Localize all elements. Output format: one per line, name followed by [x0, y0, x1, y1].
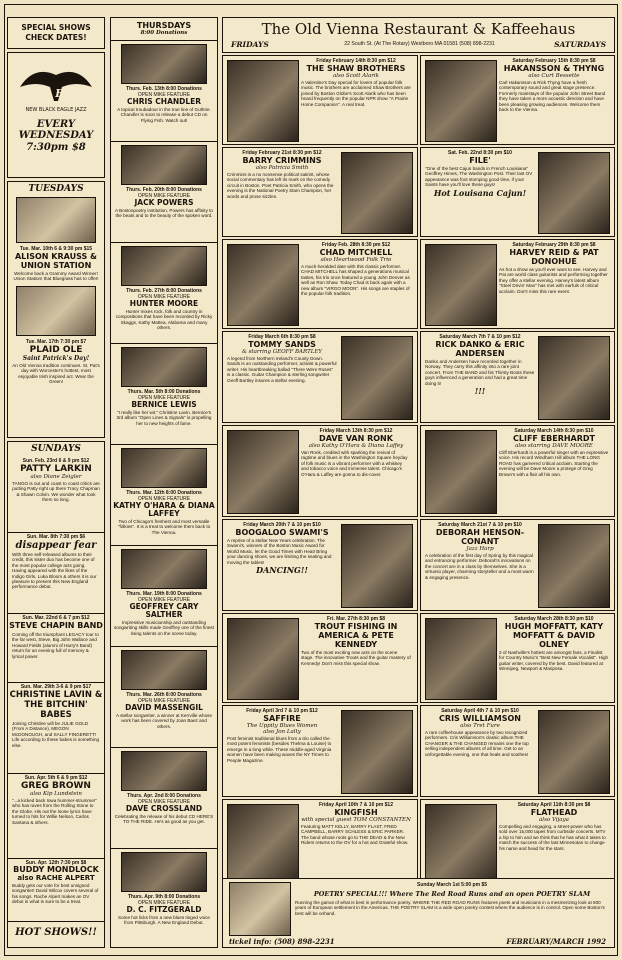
ticket-info: tickel info: (508) 898-2231 [229, 937, 335, 946]
sat-desc: Danko and Andersen have recorded together in Norway. They carry this affinity into a rare joint concert. From THE BAND and his Thirsty Boots these guys influenced a generation and had a great time doing it! [425, 359, 535, 386]
thu-label: OPEN MIKE FEATURE [137, 496, 191, 502]
sun-desc-1: TANGO is out and coast to coast critics are putting Patty right up there Tracy Chapman & Shawn Colvin. We wonder what took them so long. [12, 481, 100, 503]
thu-desc: Some hot licks from a new blues tinged voice from Pittsburgh. A New England Debut. [118, 915, 210, 926]
sun-name-5: GREG BROWN [21, 781, 91, 791]
sat-sub: also Tret Fure [460, 723, 500, 729]
thu-photo [121, 448, 207, 488]
thu-name: DAVID MASSENGIL [125, 703, 203, 712]
sat-text [499, 242, 609, 294]
sat-name: HAKANSSON & THYNG [503, 64, 605, 73]
fri-event [222, 519, 418, 611]
fridays-list [222, 55, 418, 905]
fri-event [222, 55, 418, 145]
fri-photo [341, 524, 413, 608]
wednesday-label: WEDNESDAY [18, 130, 94, 141]
sun-name-4: CHRISTINE LAVIN & THE BITCHIN' BABES [9, 690, 103, 720]
thu-event [111, 646, 217, 746]
thu-event [111, 40, 217, 140]
thu-event [111, 242, 217, 342]
tuesdays-heading: TUESDAYS [28, 184, 84, 194]
sat-sub: also Curt Bessette [528, 73, 580, 79]
thu-date: Thurs. Mar. 19th 8:00 Donations [126, 591, 202, 597]
sat-date: Saturday March 7th 7 & 10 pm $12 [439, 334, 521, 340]
poetry-date: Sunday March 1st 5:00 pm $5 [416, 882, 488, 888]
thu-photo [121, 145, 207, 185]
sat-name: HUGH MOFFATT, KATY MOFFATT & DAVID OLNEY [504, 622, 604, 649]
sun-date-1: Sun. Feb. 23rd 6 & 9 pm $12 [22, 458, 90, 464]
saturdays-label: SATURDAYS [554, 40, 606, 49]
fri-text [227, 150, 337, 199]
sat-photo [425, 618, 497, 700]
thu-name: GEOFFREY CARY SALTHER [129, 602, 199, 619]
sat-sub: also Vijaya [539, 817, 569, 823]
sat-text [499, 802, 609, 851]
thu-date: Thurs. Mar. 12th 8:00 Donations [126, 490, 202, 496]
sat-name: CLIFF EBERHARDT [513, 434, 595, 443]
fri-photo [227, 430, 299, 514]
thu-name: HUNTER MOORE [129, 299, 199, 308]
issue-month: FEBRUARY/MARCH 1992 [506, 937, 606, 946]
sat-name: DEBORAH HENSON-CONANT [435, 528, 525, 546]
sat-desc: Cliff Eberhardt is a powerful singer with an expressive voice. His record Windham Hill album THE LONG ROAD has garnered critical acclaim. Starting the evening will be Dave Moore a protege of Greg Brown's with a flair all his own. [499, 450, 609, 477]
thu-name: JACK POWERS [134, 198, 194, 207]
fri-text [227, 708, 337, 763]
fri-tag: DANCING!! [256, 565, 308, 576]
sun-event-3 [8, 615, 104, 683]
tue-date-1: Tue. Mar. 10th 6 & 9:30 pm $15 [19, 246, 93, 252]
fri-event [222, 239, 418, 329]
thu-name: CHRIS CHANDLER [126, 97, 202, 106]
header [222, 17, 615, 53]
fri-desc: Van Ronk, credited with sparking the revival of ragtime and blues in the Washington Square heyday of folk music is a vibrant performer with a whiskey and tobacco voice and immense talent. Chicago's O'Hara & Laffey are gonna to dis-cover. [301, 450, 408, 477]
sun-sub-5: also Kip Lundstein [30, 791, 82, 797]
thursdays-list [111, 40, 217, 946]
sat-desc: Compelling and engaging, a street-power who has sold over 15,000 tapes from curbside concerts. MTV a hip to him and we think that he has what it takes to match the success of the last Minnesotan to change his name and head for the stars. [499, 824, 606, 851]
tue-desc-2: An Old Vienna tradition continues. St. Pat's day with Worcester's hottest, most enjoyable Irish inspired act. Wear the Green! [12, 362, 100, 385]
plaid-ole-photo [16, 286, 96, 336]
fri-text [301, 616, 411, 666]
sat-desc: A celebration of the first day of Spring by this magical and entrancing performer. Deborah's innovations on the concert are in a class by themselves. She is a virtuoso player, charming storyteller and a most warm & engaging presence. [425, 553, 534, 580]
thu-date: Thurs. Apr. 9th 8:00 Donations [127, 894, 201, 900]
thursdays-sub: 8:00 Donations [140, 30, 188, 36]
fri-text [301, 802, 411, 846]
thu-desc: A stellar songwriter, a winner at Kerrville whose work has been covered by Joan Baez and others. [116, 713, 212, 729]
sat-photo [425, 244, 497, 326]
fri-desc: A Valentine's Day special for lovers of popular folk music. The brothers are acclaimed Shaw Brothers are joined by Boston Globe's Scott Alarik who has been heard frequently on the popular NPR show "A Prairie Home Companion". A real treat. [301, 80, 411, 107]
fri-text [227, 522, 337, 575]
thu-date: Thurs. Mar. 26th 8:00 Donations [126, 692, 202, 698]
fri-sub: also Kathy O'Hara & Diana Laffey [308, 443, 404, 449]
poetry-special-box [222, 878, 615, 948]
sun-desc-2: With three self-released albums to their credit, this sister duo has become one of the most popular college acts going. Having appeared with the likes of the Indigo Girls, Luka Bloom & others it is our pleasure to present this New England performance debut. [12, 552, 97, 590]
fri-event [222, 425, 418, 517]
sat-date: Saturday February 15th 8:30 pm $8 [512, 58, 596, 64]
sat-photo [538, 152, 610, 234]
fri-name: KINGFISH [334, 808, 378, 817]
sat-event [420, 705, 615, 797]
fridays-label: FRIDAYS [231, 40, 269, 49]
sat-text [499, 616, 609, 672]
fri-desc: Crimmins is a no nonsense political satirist, whose social commentary has left its mark on the comedy circuit in Boston. Poet Patricia Smith, who opens the evening is the National Poetry Slam Champion, her words and prose sizzles. [227, 172, 334, 199]
fri-sub2: also Jon Lalty [263, 729, 301, 735]
fri-photo [341, 336, 413, 420]
fri-date: Friday April 3rd 7 & 10 pm $12 [246, 708, 318, 714]
thu-event [111, 747, 217, 847]
sun-sub-6: also RACHE ALPERT [17, 874, 95, 882]
thu-label: OPEN MIKE FEATURE [137, 900, 191, 906]
fri-desc: A reprise of a stellar New Years celebration. The Swami's, winners of the Boston Music Award for World Music, let the Good Times with Heat! Bring your dancing shoes, we are limiting the seating and moving the tables! [227, 538, 332, 565]
thu-desc: "I really like her wit." Christine Lavin. Bernice's 3rd album "Open Lines & Signals" is propelling her to new heights of fame. [116, 410, 212, 426]
fri-desc: Two of the most exciting new acts on the scene stage. The innovative Trouts and the guitar mastery of Kennedy! Don't miss this special show. [301, 650, 411, 666]
sundays-heading: SUNDAYS [31, 444, 81, 454]
fri-event [222, 147, 418, 237]
sat-desc: "One of the best Cajun bands in French Louisiana" Geoffrey Himes, The Washington Post. Their last OV appearance was foot stomping good time, if your Saints have you'll love these guys! [425, 166, 533, 188]
thu-photo [121, 549, 207, 589]
thu-name: DAVE CROSSLAND [125, 804, 203, 813]
thu-event [111, 848, 217, 948]
sun-desc-5: "...a kicked back Iowa hummer-strummer" who has raves from the Rolling Stone to the Globe. His out the loose lyrics have turned to hits for Willie Nelson, Carlos Santana & others. [12, 798, 97, 825]
thu-label: OPEN MIKE FEATURE [137, 193, 191, 199]
fri-photo [341, 710, 413, 794]
sat-tag: Hot Louisana Cajun! [433, 187, 527, 198]
thu-desc: A topical troubadour in the true line of Guthrie. Chandler is soon to release a debut CD on Flying Fish. Watch out! [117, 107, 211, 123]
sat-text [499, 58, 609, 112]
sun-sub-1: also Diane Zeigler [30, 474, 82, 480]
sat-name: FLATHEAD [530, 808, 578, 817]
sat-desc: As hot a show as you'll ever want to see. Harvey and Pat are world class guitarists and performing together they offer a stellar evening. Harvey's latest album "Steel Drivin' Man" has met with earfuls of critical acclaim. Don't miss this rare event. [499, 267, 608, 294]
sat-photo [425, 60, 497, 142]
sat-date: Saturday March 14th 8:30 pm $10 [514, 428, 594, 434]
sat-date: Saturday April 4th 7 & 10 pm $10 [441, 708, 519, 714]
thu-desc: Impressive musicianship and outstanding songwriting skills made Geoffrey one of the finest rising talents on the scene today. [114, 620, 215, 636]
sun-event-4 [8, 684, 104, 774]
sat-photo [538, 336, 610, 420]
thu-name: BERNICE LEWIS [131, 400, 197, 409]
sat-event [420, 239, 615, 329]
svg-text:NEW BLACK EAGLE JAZZ: NEW BLACK EAGLE JAZZ [25, 107, 87, 113]
fri-photo [227, 244, 299, 326]
fri-sub: also Patricia Smith [255, 165, 309, 171]
sat-photo [538, 524, 610, 608]
sat-event [420, 331, 615, 423]
thu-label: OPEN MIKE FEATURE [137, 92, 191, 98]
thursdays-heading: THURSDAYS [136, 21, 192, 30]
thu-event [111, 343, 217, 443]
sat-desc: A rare coffeehouse appearance by two recognized performers. Cris Williamson's classic album THE CHANGER & THE CHANGED remains one the top selling independent albums of all time. Get to an unforgettable evening, one that heals and soothes! [425, 730, 529, 757]
fri-photo [227, 60, 299, 142]
fri-text [301, 58, 411, 107]
poetry-desc: Running the gamut of what is best in performance poetry. WHERE THE RED ROAD RUNS features poets and musicians in a mesmerizing look at 500 years of European settlement in the Americas. THE POETRY SLAM is a wide open poetry contest where the audience is in control. Open some Boston's best will be onhand. [295, 900, 605, 916]
fri-name: BOOGALOO SWAMI'S [235, 528, 329, 537]
poetry-photo [229, 882, 291, 936]
fri-name: BARRY CRIMMINS [242, 156, 322, 165]
sat-event [420, 55, 615, 145]
sat-event [420, 799, 615, 889]
thu-date: Thurs. Feb. 13th 8:00 Donations [126, 86, 202, 92]
sat-sub: also starring DAVE MOORE [515, 443, 593, 449]
sun-event-2 [8, 534, 104, 614]
fri-sub: The Uppity Blues Women [246, 723, 318, 729]
fri-name: THE SHAW BROTHERS [306, 64, 406, 73]
fri-date: Friday March 13th 8:30 pm $12 [319, 428, 393, 434]
thu-photo [121, 246, 207, 286]
sundays-box [7, 441, 105, 948]
header-address: 22 South St. (At The Rotary) Westboro MA 01581 (508) 898-2231 [344, 41, 495, 47]
thu-date: Thurs. Feb. 27th 8:00 Donations [126, 288, 202, 294]
sun-date-2: Sun. Mar. 8th 7:30 pm $6 [26, 534, 86, 540]
fri-date: Fri. Mar. 27th 8:30 pm $8 [326, 616, 386, 622]
sat-date: Saturday April 11th 8:30 pm $8 [517, 802, 591, 808]
svg-text:Black Eagles: Black Eagles [16, 87, 96, 100]
thu-desc: Hunter mixes rock, folk and country in compositions that have been recorded by Ricky Skaggs, Kathy Mattea, Alabama and many others. [115, 309, 213, 331]
sat-tag: !!! [474, 386, 486, 397]
thu-photo [121, 650, 207, 690]
fri-name: DAVE VAN RONK [319, 434, 393, 443]
fri-sub: also Scott Alarik [333, 73, 379, 79]
thu-desc: A Bostonpoetry institution, Powers has affinity to the beats and to the beauty of the spoken word. [115, 208, 213, 219]
thu-event [111, 545, 217, 645]
sun-name-6: BUDDY MONDLOCK [13, 865, 99, 874]
sun-date-5: Sun. Apr. 5th 6 & 9 pm $12 [24, 775, 88, 781]
fri-photo [227, 804, 299, 886]
thu-name: D. C. FITZGERALD [126, 905, 202, 914]
tue-name-2: PLAID OLE [29, 344, 83, 355]
fri-desc: Post feminist traditional blues from a trio called the most potent feminists (besides Thelma & Louise) to emerge in a long while. These middle-aged Virginia women have been making waves the NY Times to People Magazine. [227, 736, 332, 763]
sun-date-4: Sun. Mar. 29th 3-6 & 9 pm $17 [20, 684, 92, 690]
fri-event [222, 331, 418, 423]
every-label: EVERY [36, 119, 76, 130]
thu-desc: Two of Chicago's freshest and most versatile "folkies". It is a treat to welcome them back to The Vienna. [117, 519, 211, 535]
sat-name: CRIS WILLIAMSON [439, 714, 521, 723]
sat-event [420, 613, 615, 703]
thu-photo [121, 751, 207, 791]
sat-date: Saturday February 29th 8:30 pm $8 [512, 242, 596, 248]
sun-desc-3: Coming off the triumphant LEGACY tour to the far west, Steve, Big John Wallace and Howard Fields (alumni of Harry's Band) return for an evening full of memory & lyrical power. [12, 632, 99, 659]
sat-event [420, 425, 615, 517]
black-eagles-logo [14, 57, 98, 115]
fri-date: Friday February 14th 8:30 pm $12 [316, 58, 396, 64]
sat-text [499, 428, 609, 477]
fri-date: Friday March 6th 8:30 pm $8 [248, 334, 316, 340]
fri-photo [341, 152, 413, 234]
black-eagles-box [7, 52, 105, 178]
fri-event [222, 613, 418, 703]
sat-photo [425, 804, 497, 886]
thu-name: KATHY O'HARA & DIANA LAFFEY [113, 501, 215, 518]
thu-label: OPEN MIKE FEATURE [137, 698, 191, 704]
sat-event [420, 147, 615, 237]
thu-label: OPEN MIKE FEATURE [137, 799, 191, 805]
sat-photo [538, 710, 610, 794]
fri-sub: also Heartwood Folk Trio [320, 257, 392, 263]
thu-label: OPEN MIKE FEATURE [137, 395, 191, 401]
fri-date: Friday Feb. 28th 8:30 pm $12 [321, 242, 391, 248]
fri-desc: A legend from Northern Ireland's County Down. Sands is an outstanding performer, activist & powerful writer. His heartbreaking ballad "There Were Roses" is a classic. Guitar Champion & sterling songwriter Geoff Bartley insures a stellar evening. [227, 356, 337, 383]
sun-event-6 [8, 860, 104, 922]
sat-text [425, 334, 535, 396]
fri-sub: & starring GEOFF BARTLEY [241, 349, 323, 355]
thu-desc: Celebrating the release of his debut CD HERE'S TO THE RIDE. He's as good as you get. [114, 814, 214, 825]
sun-name-3: STEVE CHAPIN BAND [9, 621, 103, 630]
sat-date: Sat. Feb. 22nd 8:30 pm $10 [448, 150, 512, 156]
tue-sub-2: Saint Patrick's Day! [22, 354, 90, 362]
page-title: The Old Vienna Restaurant & Kaffeehaus [261, 20, 576, 38]
poetry-name: POETRY SPECIAL!!! Where The Red Road Runs and an open POETRY SLAM [313, 890, 591, 898]
fri-name: SAFFIRE [263, 714, 301, 723]
thu-photo [121, 44, 207, 84]
fri-text [301, 428, 411, 477]
fri-date: Friday February 21st 8:30 pm $12 [242, 150, 322, 156]
sat-photo [425, 430, 497, 514]
fri-text [301, 242, 411, 296]
sun-event-1 [8, 458, 104, 533]
sat-sub: Jazz Harp [466, 546, 494, 552]
sat-text [425, 150, 535, 198]
fri-sub: with special guest TOM CONSTANTEN [301, 817, 411, 823]
sat-text [425, 522, 535, 580]
special-shows-label: SPECIAL SHOWS CHECK DATES! [21, 23, 91, 42]
fri-photo [227, 618, 299, 700]
thu-date: Thurs. Apr. 2nd 8:00 Donations [127, 793, 201, 799]
sat-name: HARVEY REID & PAT DONOHUE [509, 248, 599, 266]
sun-event-5 [8, 775, 104, 859]
thu-photo [121, 852, 207, 892]
thu-date: Thurs. Feb. 20th 8:00 Donations [126, 187, 202, 193]
sun-date-3: Sun. Mar. 22nd 6 & 7 pm $12 [22, 615, 90, 621]
thu-photo [121, 347, 207, 387]
tuesdays-box [7, 181, 105, 438]
fri-text [227, 334, 337, 383]
saturdays-list [420, 55, 615, 905]
fri-desc: Featuring MATT KELLY, BARRY FLAST, FRED CAMPBELL, BARRY SCHLESS & ERIC PARKER. The band whose roots go to THE DEAD & the New Riders returns to the OV for a hot and Grateful show. [301, 824, 409, 846]
thu-date: Thurs. Mar. 5th 8:00 Donations [127, 389, 201, 395]
tue-date-2: Tue. Mar. 17th 7:30 pm $7 [25, 338, 87, 345]
sun-date-6: Sun. Apr. 12th 7:30 pm $8 [25, 860, 87, 866]
fri-event [222, 799, 418, 889]
thu-label: OPEN MIKE FEATURE [137, 294, 191, 300]
alison-krauss-photo [16, 197, 96, 243]
tue-desc-1: Welcome back a Grammy Award Winner! Union Station! that Bluegrass has to offer! [13, 271, 99, 282]
fri-desc: A much-heralded date with this classic performer. CHAD MITCHELL has shaped a generations musical tastes, his trio once featured a young John Denver as well as Ron Shaw. Today Chad is back again with a new album "VIRGO MOON". His songs are staples of the popular folk tradition. [301, 264, 410, 297]
sat-text [425, 708, 535, 757]
sat-date: Saturday March 28th 8:30 pm $10 [514, 616, 594, 622]
sat-desc: 3 of Nashville's hottest are amongst fans, a Finalist for Country Music's "Best New Female Vocalist". High guitar writer, covered by the best. David featured at Winnipeg, Newport & Mariposa. [499, 650, 609, 672]
fri-event [222, 705, 418, 797]
sat-desc: Carl Hakansson & Rick Thyng have a fresh contemporary sound and great stage presence. Formerly mainstays of the popular John Street Band they have taken a more acoustic direction and have been pleasing growing audiences. Welcome them back to the Vienna. [499, 80, 606, 113]
wednesday-price: 7:30pm $8 [26, 142, 86, 153]
fri-date: Friday March 20th 7 & 10 pm $10 [243, 522, 321, 528]
thu-event [111, 141, 217, 241]
fri-name: TROUT FISHING IN AMERICA & PETE KENNEDY [314, 622, 398, 649]
fri-date: Friday April 10th 7 & 10 pm $12 [318, 802, 393, 808]
sat-event [420, 519, 615, 611]
thu-label: OPEN MIKE FEATURE [137, 597, 191, 603]
special-shows-box [7, 17, 105, 49]
sat-date: Saturday March 21st 7 & 10 pm $10 [438, 522, 522, 528]
hot-shows-label: HOT SHOWS!! [15, 927, 97, 938]
sun-name-2: disappear fear [15, 540, 97, 551]
fri-name: CHAD MITCHELL [319, 248, 393, 257]
fri-name: TOMMY SANDS [248, 340, 316, 349]
sat-name: RICK DANKO & ERIC ANDERSEN [435, 340, 525, 358]
thu-event [111, 444, 217, 544]
sun-name-1: PATTY LARKIN [20, 464, 92, 474]
sun-desc-6: Buddy gets our vote for best unsigned songwriter! David Wilcox covers several of his songs. Rache Alpert makes an OV debut in what is sure to be a treat. [12, 883, 99, 905]
tue-name-1: ALISON KRAUSS & UNION STATION [14, 252, 98, 270]
sun-desc-4: Joining Christine will be JULIE GOLD (From A Distance), MEGON McDONOUGH, and SALLY FINGERETT! Life according to these babes is something else. [12, 721, 100, 748]
sat-name: FILE' [469, 156, 491, 165]
